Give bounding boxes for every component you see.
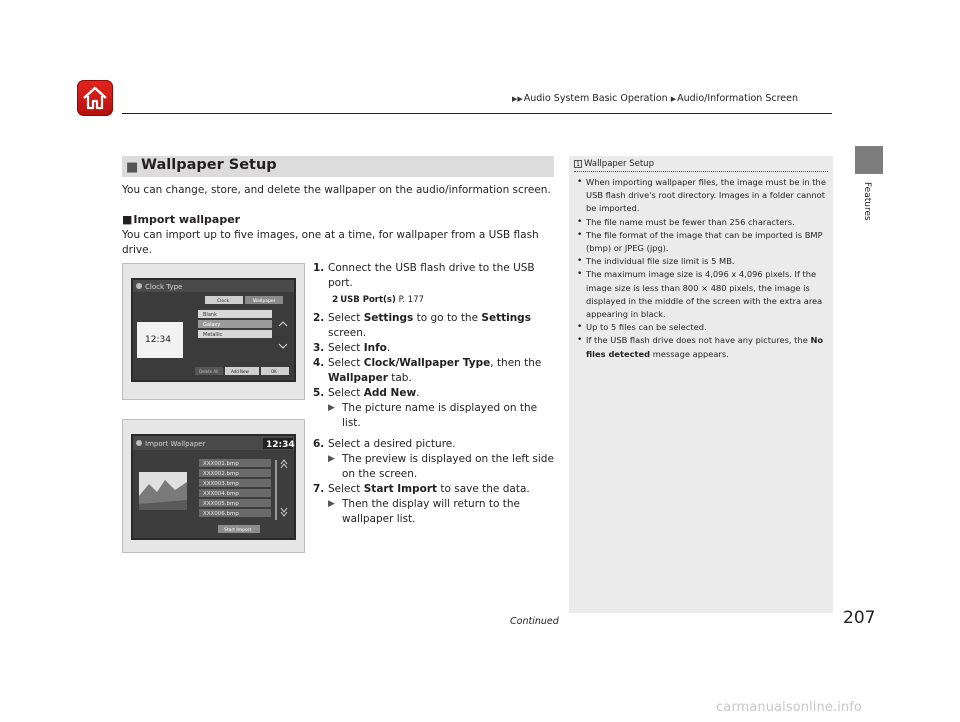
arrow-right-icon: ▶ xyxy=(328,499,335,509)
note-item: • If the USB flash drive does not have any pictures, the No files detected message appears. xyxy=(577,334,829,360)
step-7: 7. Select Start Import to save the data. ▶ Then the display will return to the wallpaper list. xyxy=(313,483,530,525)
note-divider xyxy=(574,171,828,172)
reference-arrow-icon: 2 xyxy=(332,295,339,305)
watermark: carmanualsonline.info xyxy=(716,700,862,715)
home-button[interactable] xyxy=(77,80,113,116)
step-6: 6. Select a desired picture. ▶ The preview is displayed on the left side on the screen. xyxy=(313,438,554,480)
section-square-icon: ■ xyxy=(126,160,139,175)
import-wallpaper-screenshot xyxy=(122,419,305,553)
step-5: 5. Select Add New. ▶ The picture name is displayed on the list. xyxy=(313,387,538,429)
screen2-clock: 12:34 xyxy=(266,440,295,450)
ok-button: OK xyxy=(271,369,277,374)
arrow-right-icon: ▶ xyxy=(670,95,677,103)
file-item: XXX003.bmp xyxy=(203,481,239,487)
breadcrumb xyxy=(512,93,798,104)
note-item: • The individual file size limit is 5 MB. xyxy=(577,255,829,268)
note-item: • The file format of the image that can be imported is BMP (bmp) or JPEG (jpg). xyxy=(577,229,829,255)
breadcrumb-item[interactable]: Audio/Information Screen xyxy=(677,93,798,104)
continued-label: Continued xyxy=(510,616,559,627)
step-3: 3. Select Info. xyxy=(313,342,391,354)
wallpaper-item: Metallic xyxy=(203,332,223,338)
note-title: 1 Wallpaper Setup xyxy=(574,159,654,169)
start-import-button: Start Import xyxy=(224,528,252,533)
step-4: 4. Select Clock/Wallpaper Type, then the Wallpaper tab. xyxy=(313,357,542,384)
note-item: • The file name must be fewer than 256 characters. xyxy=(577,216,829,229)
subheading-intro-line-1: You can import up to five images, one at a time, for wallpaper from a USB flash xyxy=(122,229,539,241)
note-item: • When importing wallpaper files, the image must be in the USB flash drive's root directory. Images in a folder cannot be imported. xyxy=(577,176,829,216)
note-icon: 1 xyxy=(574,160,582,168)
step-2: 2. Select Settings to go to the Settings screen. xyxy=(313,312,531,339)
header-divider xyxy=(122,113,832,114)
step-1: 1. Connect the USB flash drive to the USB port. 2 USB Port(s) P. 177 xyxy=(313,261,558,308)
file-item: XXX001.bmp xyxy=(203,461,239,467)
note-item: • Up to 5 files can be selected. xyxy=(577,321,829,334)
wallpaper-item: Galaxy xyxy=(203,322,221,328)
arrow-right-icon: ▶▶ xyxy=(512,95,523,103)
screen2-title: Import Wallpaper xyxy=(145,440,206,448)
file-item: XXX006.bmp xyxy=(203,511,239,517)
side-note xyxy=(569,156,833,613)
clock-preview-time: 12:34 xyxy=(145,335,171,345)
chapter-tab xyxy=(855,146,883,174)
file-item: XXX005.bmp xyxy=(203,501,239,507)
cross-reference[interactable]: 2 USB Port(s) P. 177 xyxy=(332,295,425,305)
tab-wallpaper: Wallpaper xyxy=(253,299,276,304)
wallpaper-item: Blank xyxy=(203,312,217,318)
tab-clock: Clock xyxy=(217,299,230,304)
arrow-right-icon: ▶ xyxy=(328,454,335,464)
steps-list xyxy=(313,261,558,527)
note-item: • The maximum image size is 4,096 x 4,096 pixels. If the image size is less than 800 × 480 pixels, the image is displayed in the middle of the screen with the extra area appearing in black. xyxy=(577,268,829,321)
subheading: ■Import wallpaper xyxy=(122,213,241,226)
home-icon xyxy=(81,84,109,112)
file-item: XXX004.bmp xyxy=(203,491,239,497)
breadcrumb-item[interactable]: Audio System Basic Operation xyxy=(523,93,668,104)
note-list xyxy=(577,176,829,361)
add-new-button: Add New xyxy=(231,369,249,374)
file-item: XXX002.bmp xyxy=(203,471,239,477)
section-heading xyxy=(122,156,554,177)
delete-all-button: Delete All xyxy=(199,369,219,374)
clock-type-screenshot xyxy=(122,263,305,400)
arrow-right-icon: ▶ xyxy=(328,403,335,413)
section-title: Wallpaper Setup xyxy=(141,157,277,173)
screen1-title: Clock Type xyxy=(145,283,183,291)
subheading-intro-line-2: drive. xyxy=(122,244,152,256)
chapter-label: Features xyxy=(862,182,872,221)
page-number: 207 xyxy=(843,608,876,628)
section-intro: You can change, store, and delete the wallpaper on the audio/information screen. xyxy=(122,184,551,196)
